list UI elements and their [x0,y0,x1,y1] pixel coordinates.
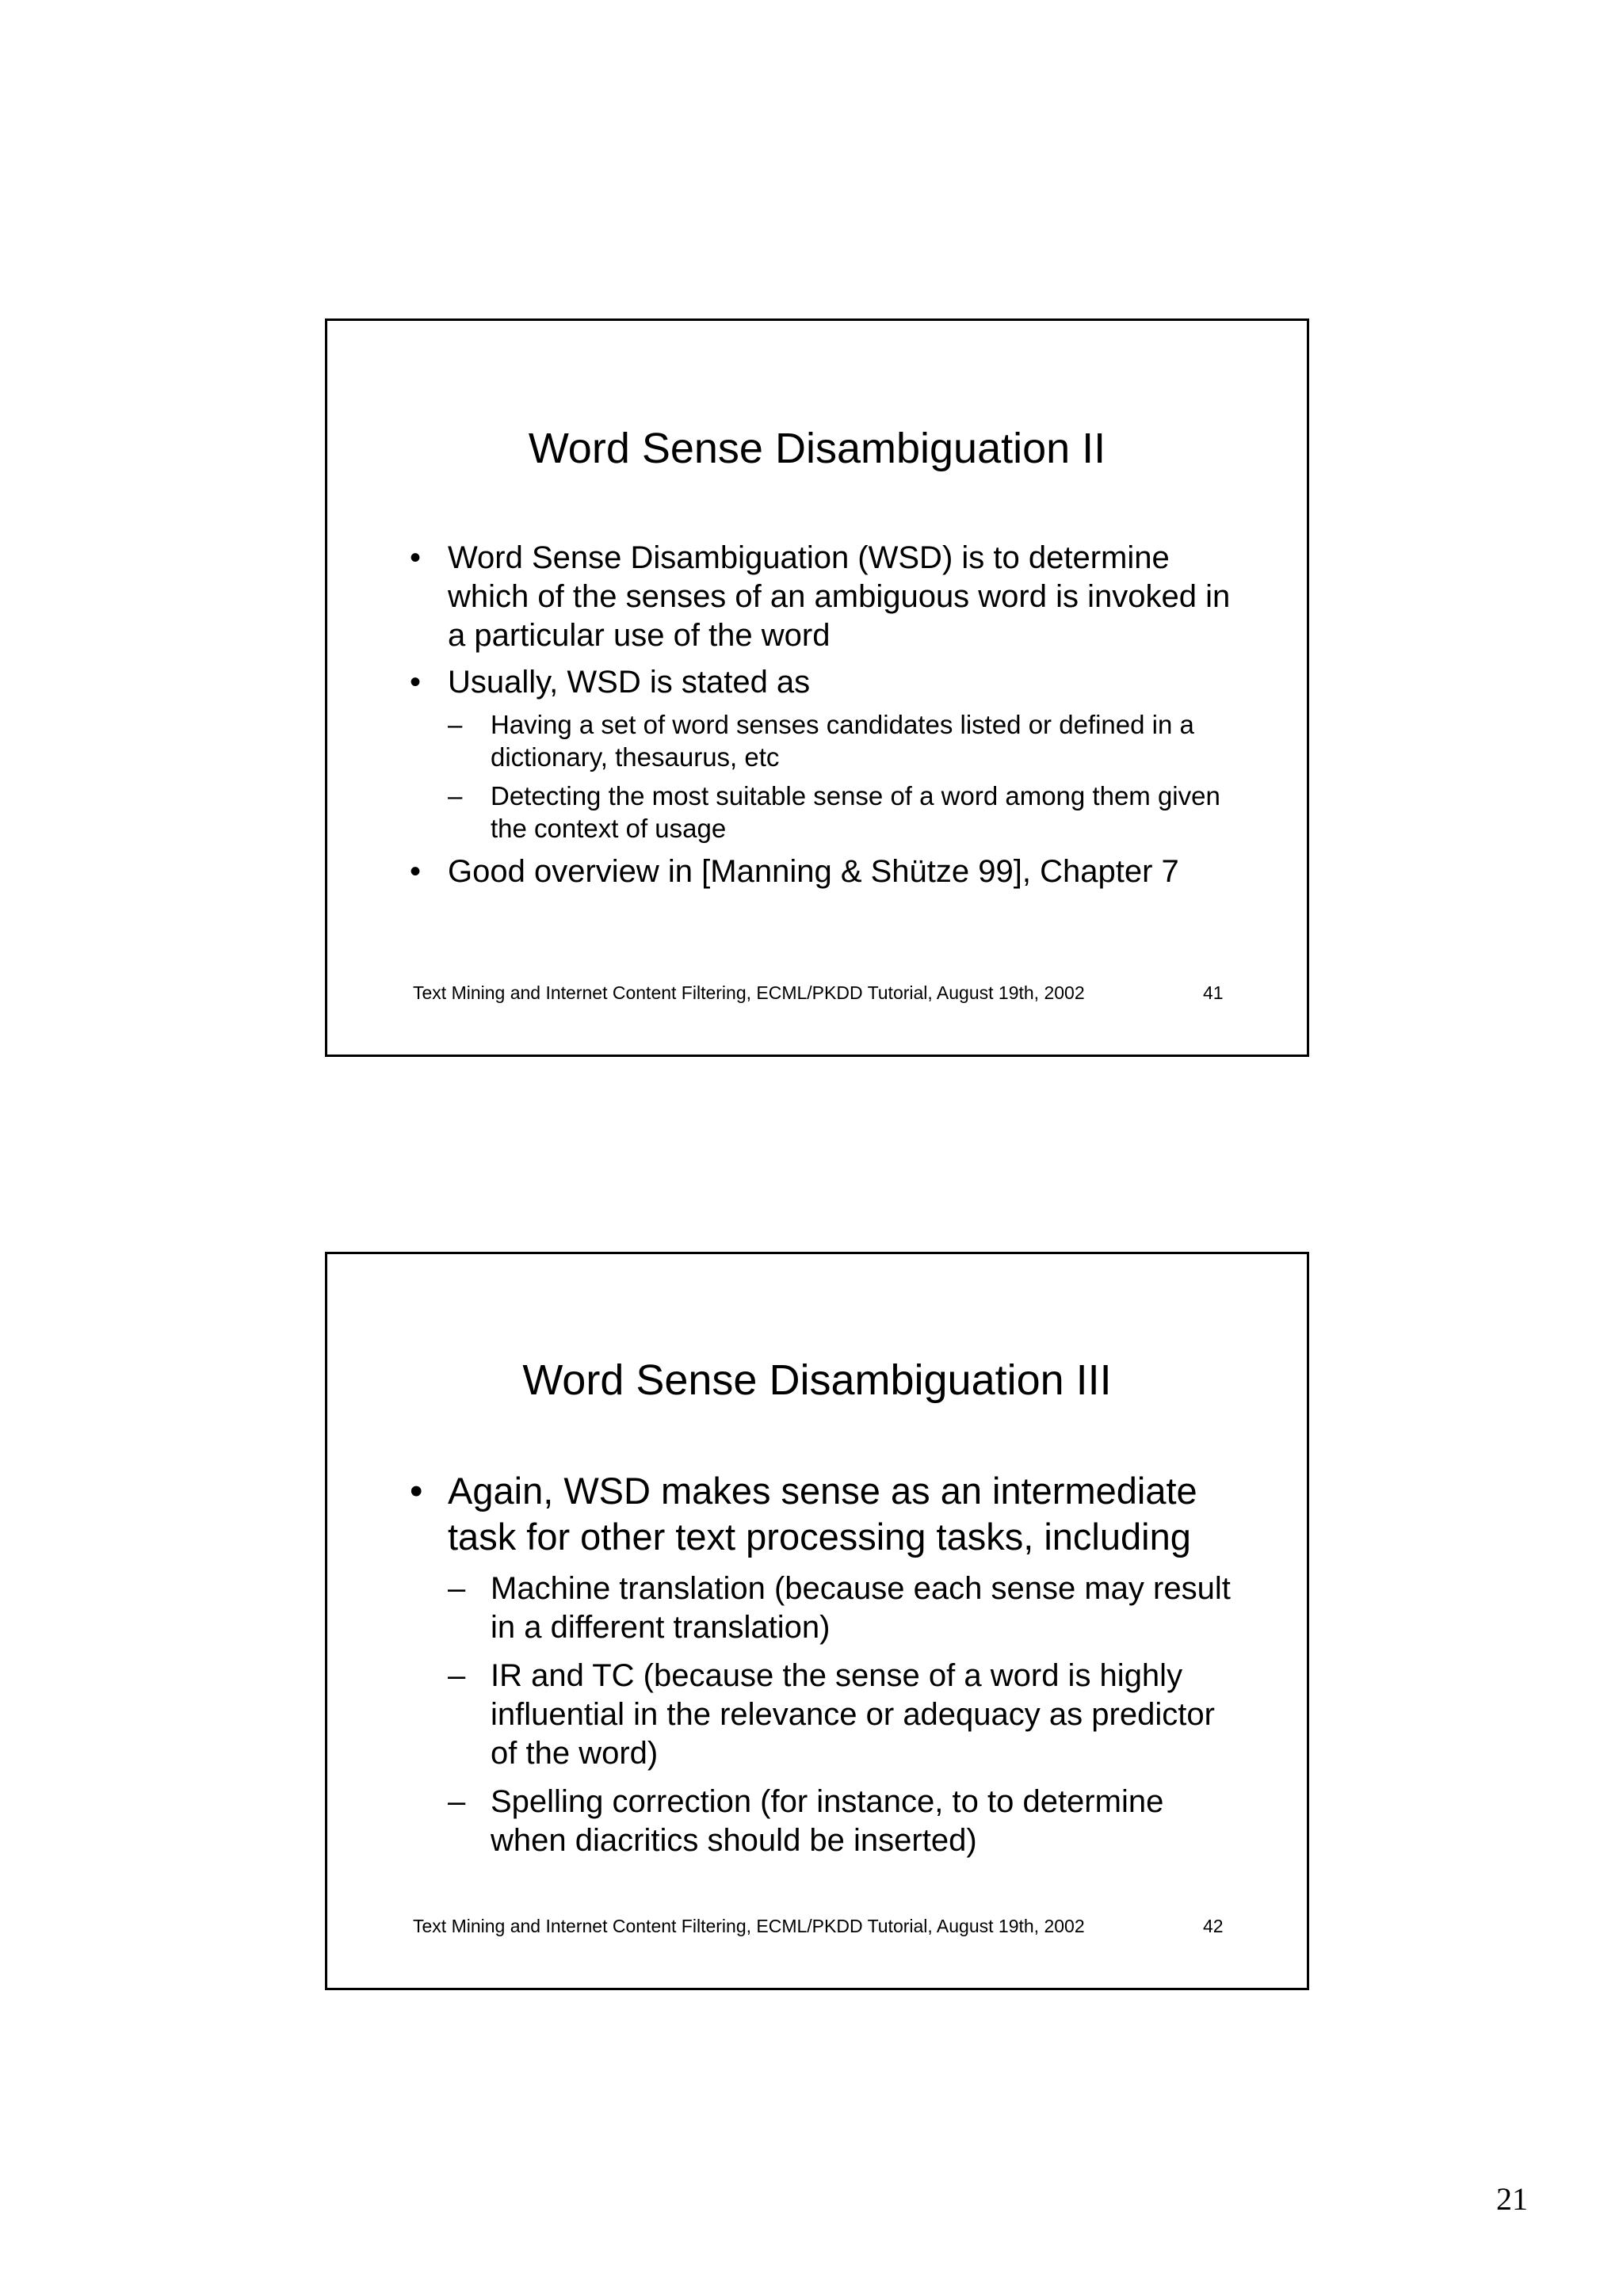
dash-icon: – [448,710,463,739]
bullet-list [407,539,1235,899]
bullet-item [407,1468,1235,1860]
bullet-icon: • [410,854,422,889]
bullet-text: Usually, WSD is stated as [448,665,811,700]
bullet-icon: • [410,665,422,700]
slide-number: 42 [1203,1916,1224,1936]
bullet-text: Again, WSD makes sense as an intermediate task for other text processing tasks, including [448,1470,1197,1558]
page-number: 21 [1496,2181,1528,2217]
slide-title: Word Sense Disambiguation III [522,1356,1112,1404]
bullet-item [407,663,1235,845]
sub-bullet-item [448,708,1235,773]
slide-number: 41 [1203,982,1224,1003]
dash-icon: – [448,1658,466,1693]
bullet-item [407,852,1235,891]
slide-title: Word Sense Disambiguation II [528,425,1106,472]
bullet-list [407,1468,1235,1870]
sub-bullet-item [448,1783,1235,1860]
sub-bullet-list [448,708,1235,845]
dash-icon: – [448,1571,466,1606]
slide-41 [325,318,1309,1057]
sub-bullet-list [448,1569,1235,1860]
dash-icon: – [448,781,463,810]
sub-bullet-text: Detecting the most suitable sense of a word among them given the context of usage [491,781,1220,843]
dash-icon: – [448,1784,466,1819]
sub-bullet-text: IR and TC (because the sense of a word is highly influential in the relevance or adequacy as predictor of the word) [491,1658,1215,1771]
bullet-icon: • [410,540,422,575]
sub-bullet-item [448,1657,1235,1773]
sub-bullet-text: Spelling correction (for instance, to to determine when diacritics should be inserted) [491,1784,1164,1858]
slide-42 [325,1252,1309,1990]
slide-footer: Text Mining and Internet Content Filtering, ECML/PKDD Tutorial, August 19th, 2002 [413,982,1085,1003]
sub-bullet-text: Machine translation (because each sense may result in a different translation) [491,1571,1231,1645]
bullet-icon: • [410,1470,423,1512]
sub-bullet-text: Having a set of word senses candidates listed or defined in a dictionary, thesaurus, etc [491,710,1194,772]
bullet-text: Word Sense Disambiguation (WSD) is to determine which of the senses of an ambiguous word is invoked in a particular use of the word [448,540,1231,653]
slide-footer: Text Mining and Internet Content Filtering, ECML/PKDD Tutorial, August 19th, 2002 [413,1916,1085,1936]
bullet-item [407,539,1235,655]
sub-bullet-item [448,1569,1235,1647]
bullet-text: Good overview in [Manning & Shütze 99], Chapter 7 [448,854,1179,889]
sub-bullet-item [448,780,1235,845]
